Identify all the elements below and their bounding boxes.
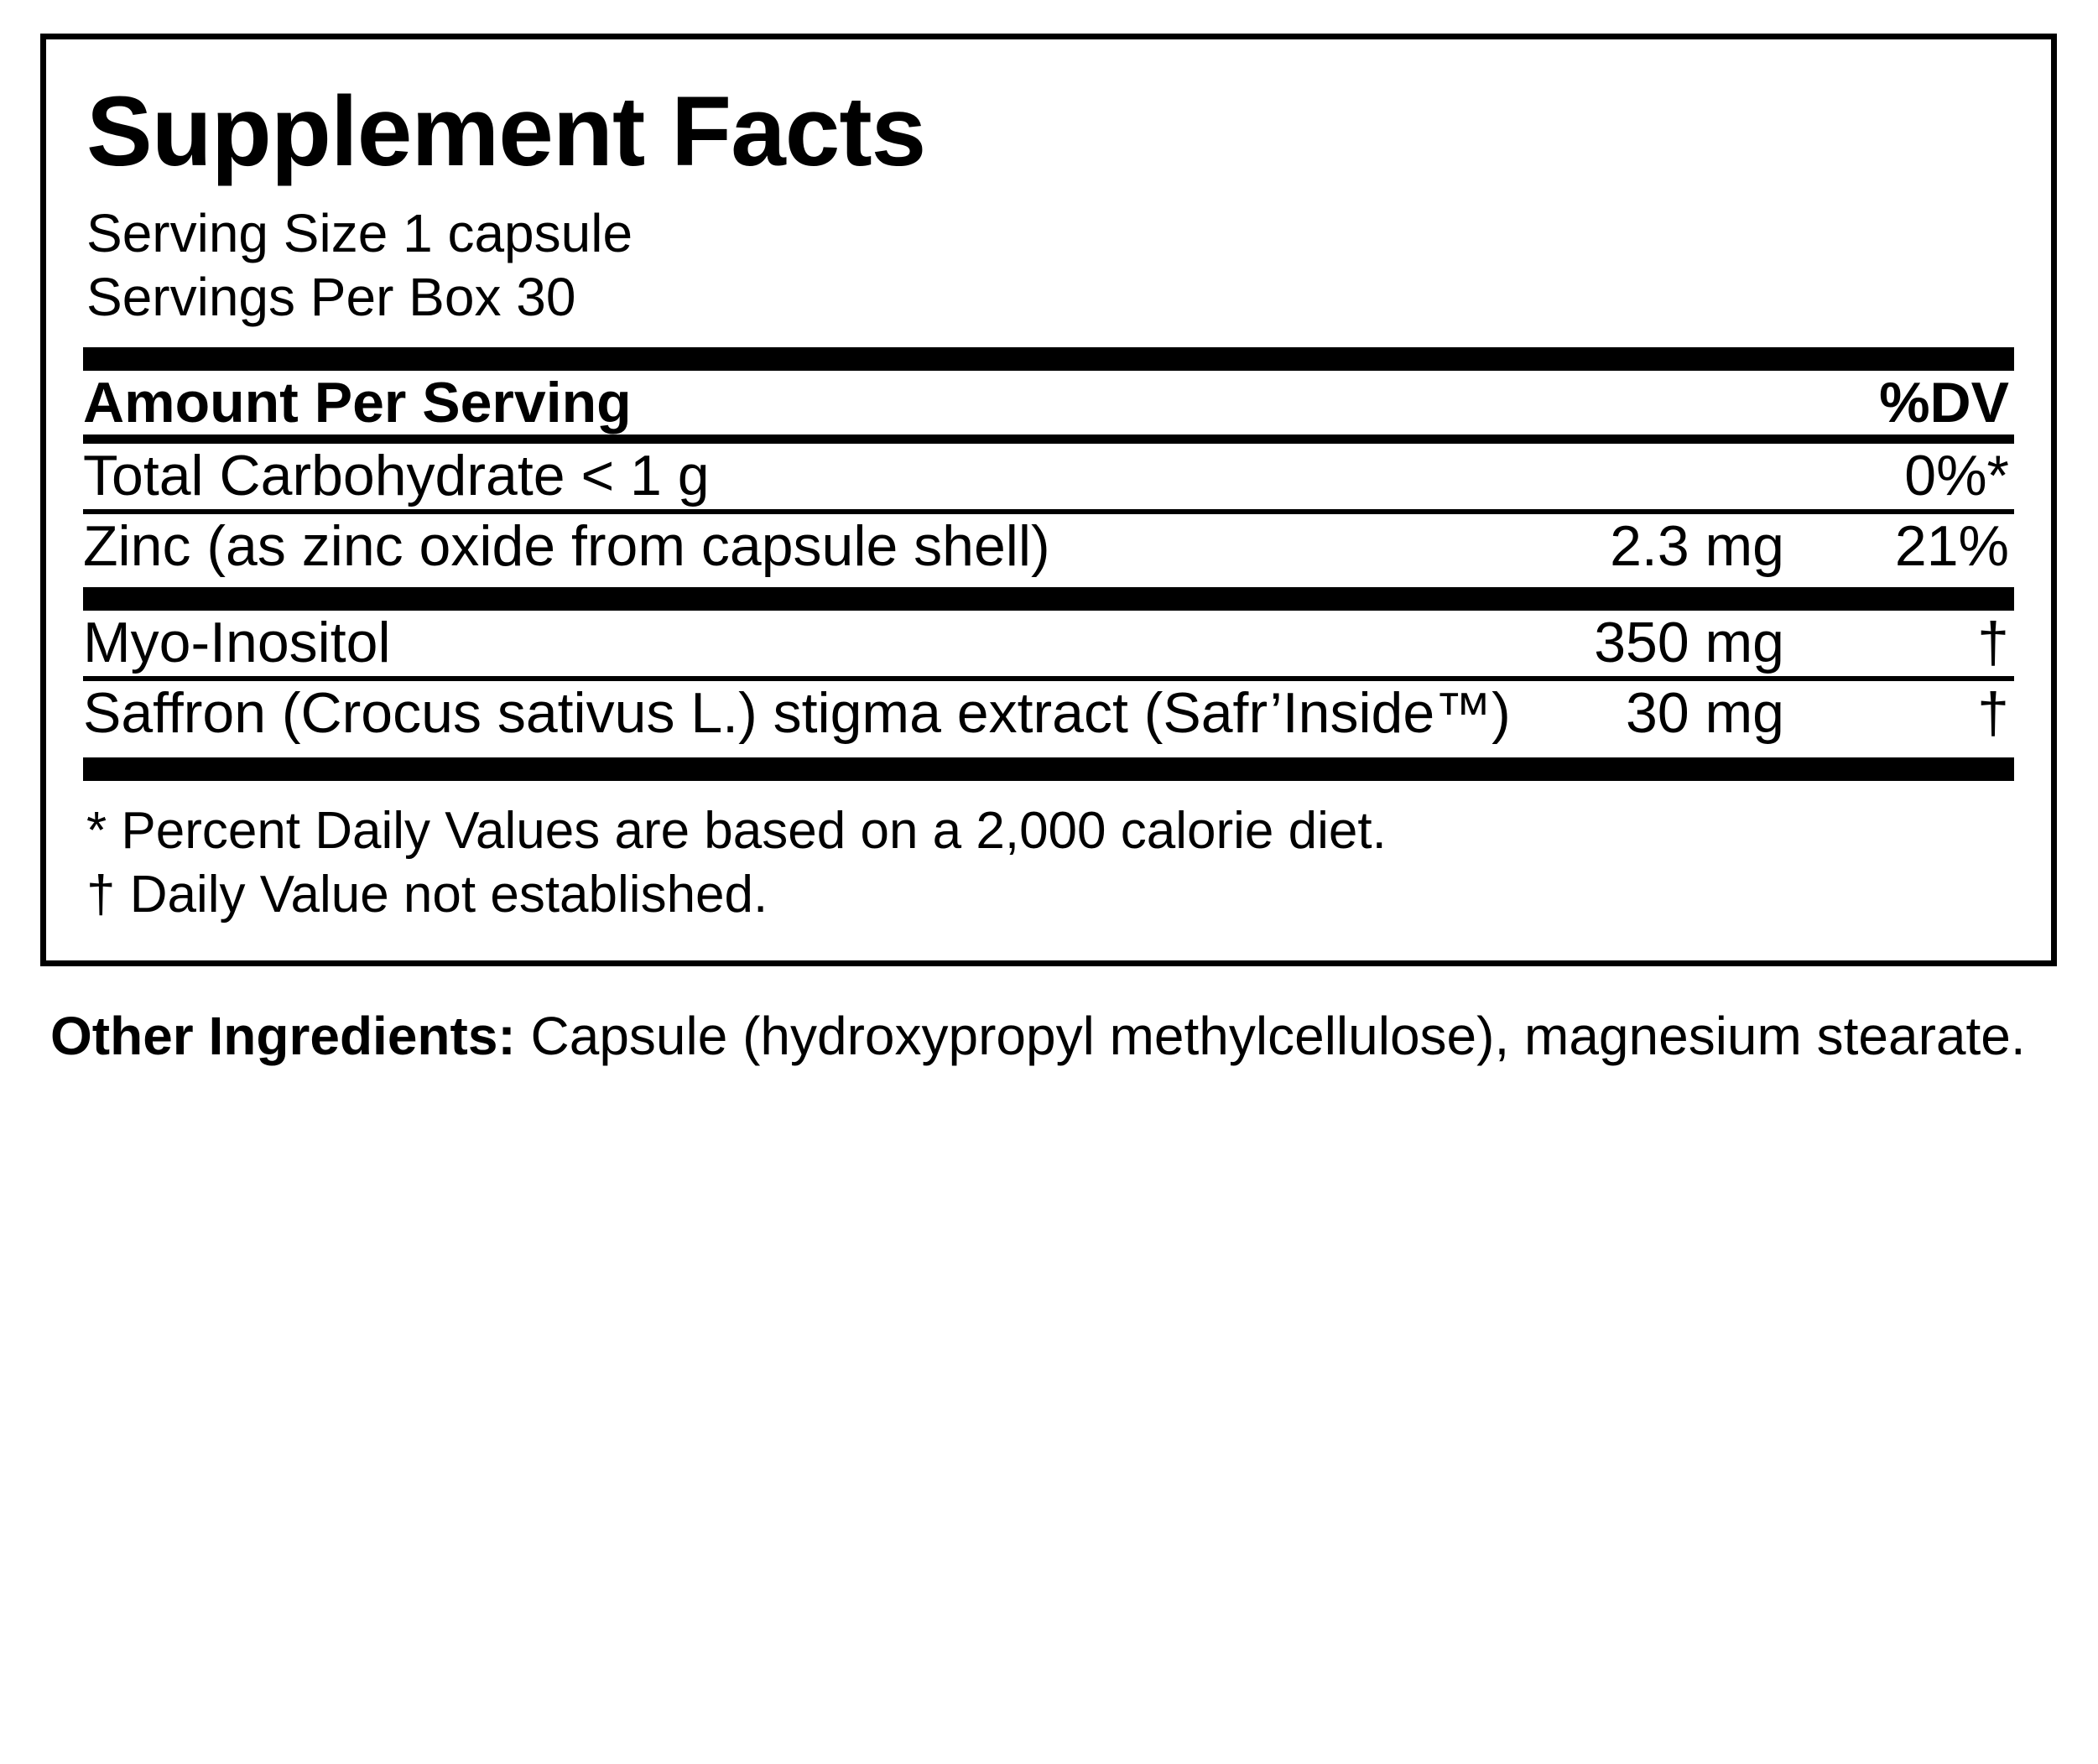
footnotes — [86, 799, 2014, 926]
header-daily-value: %DV — [1879, 371, 2009, 435]
nutrition-rows-saffron — [83, 681, 2014, 747]
divider-under-header — [83, 434, 2014, 444]
page-title: Supplement Facts — [86, 76, 926, 187]
other-ingredients-label: Other Ingredients: — [50, 1005, 516, 1066]
divider-thick-bottom — [83, 757, 2014, 781]
row-amount: 2.3 mg — [1610, 513, 1784, 578]
nutrition-rows-inositol — [83, 611, 2014, 676]
serving-size: Serving Size 1 capsule — [86, 203, 633, 264]
nutrition-rows-top — [83, 444, 2014, 509]
other-ingredients-text: Capsule (hydroxypropyl methylcellulose), magnesium stearate. — [515, 1005, 2026, 1066]
header-amount-per-serving: Amount Per Serving — [83, 371, 632, 435]
supplement-facts-panel — [40, 34, 2057, 966]
divider-thick-top — [83, 347, 2014, 371]
table-row — [83, 444, 2014, 509]
header-amount-spacer — [1556, 371, 1799, 434]
footnote-percent-daily-value: * Percent Daily Values are based on a 2,000 calorie diet. — [86, 802, 1387, 861]
row-daily-value: 21% — [1894, 513, 2009, 578]
row-amount: 350 mg — [1594, 611, 1784, 675]
table-header-row — [83, 371, 2014, 434]
row-daily-value: † — [1977, 611, 2009, 675]
row-name: Zinc (as zinc oxide from capsule shell) — [83, 513, 1050, 578]
row-amount — [1541, 444, 1799, 509]
row-name: Total Carbohydrate < 1 g — [83, 444, 710, 508]
footnote-daily-value-not-established: † Daily Value not established. — [86, 866, 768, 924]
nutrition-table — [83, 371, 2014, 434]
row-amount: 30 mg — [1626, 680, 1784, 745]
row-name: Myo-Inositol — [83, 611, 391, 675]
table-row — [83, 611, 2014, 676]
table-row — [83, 514, 2014, 580]
other-ingredients — [50, 1003, 2048, 1069]
divider-thick-middle — [83, 587, 2014, 611]
nutrition-rows-zinc — [83, 514, 2014, 580]
servings-per-container: Servings Per Box 30 — [86, 266, 576, 327]
row-name: Saffron (Crocus sativus L.) stigma extract (Safr’Inside™) — [83, 680, 1511, 745]
row-daily-value: 0%* — [1904, 444, 2009, 508]
table-row — [83, 681, 2014, 747]
row-daily-value: † — [1977, 680, 2009, 745]
